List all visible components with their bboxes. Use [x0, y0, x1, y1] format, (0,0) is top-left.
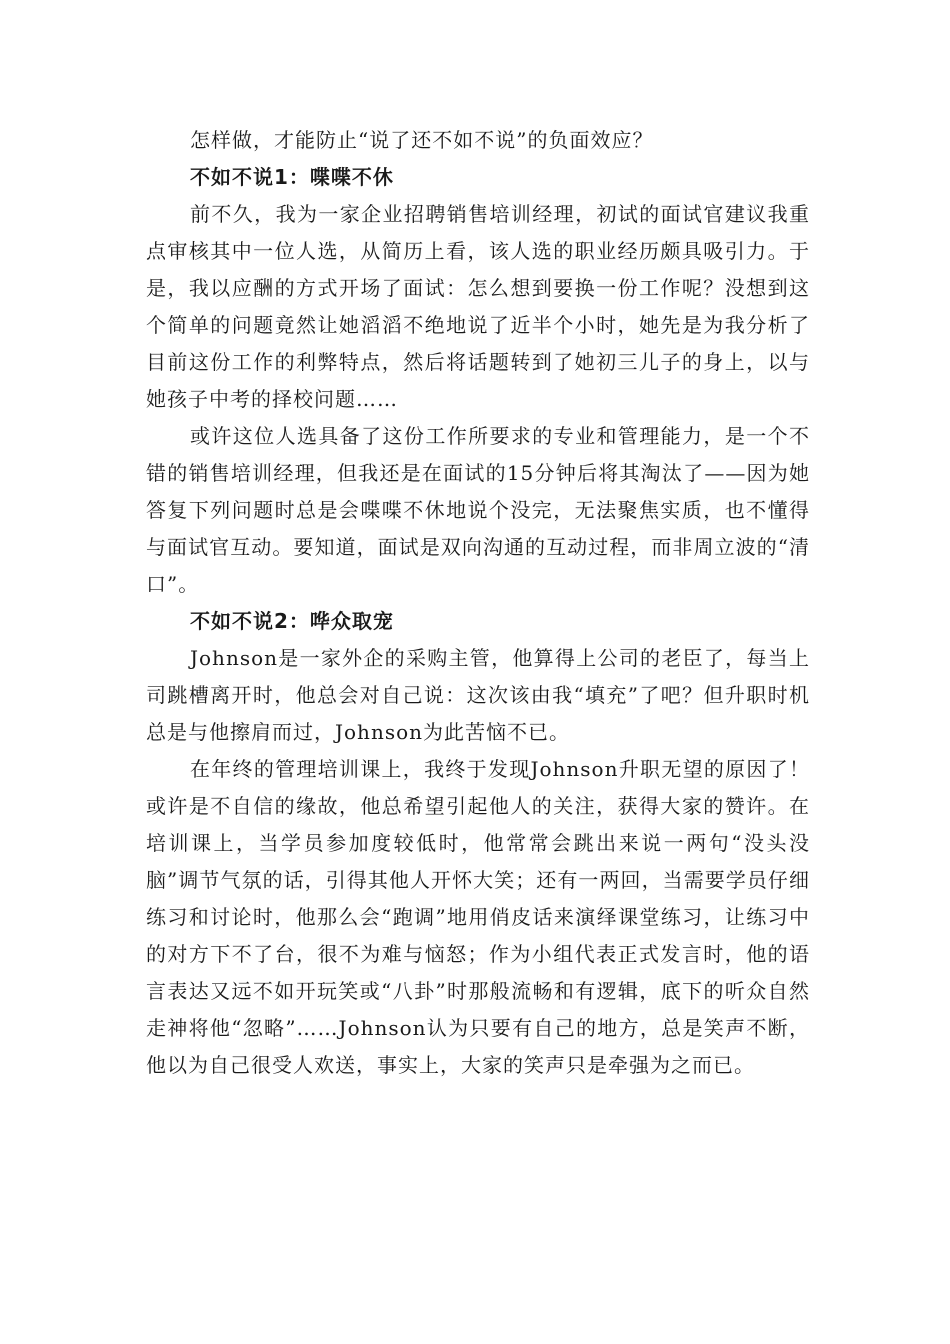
section-1-paragraph-2: 或许这位人选具备了这份工作所要求的专业和管理能力，是一个不错的销售培训经理，但我还是在面试的15分钟后将其淘汰了——因为她答复下列问题时总是会喋喋不休地说个没完，无法聚焦实质，也不懂得与面试官互动。要知道，面试是双向沟通的互动过程，而非周立波的“清口”。 — [146, 424, 810, 596]
section-1-heading: 不如不说1：喋喋不休 — [190, 165, 394, 189]
document-body — [146, 122, 810, 1084]
section-2-paragraph-1: Johnson是一家外企的采购主管，他算得上公司的老臣了，每当上司跳槽离开时，他总会对自己说：这次该由我“填充”了吧？但升职时机总是与他擦肩而过，Johnson为此苦恼不已。 — [146, 646, 810, 744]
section-2-paragraph-2: 在年终的管理培训课上，我终于发现Johnson升职无望的原因了！或许是不自信的缘故，他总希望引起他人的关注，获得大家的赞许。在培训课上，当学员参加度较低时，他常常会跳出来说一两句“没头没脑”调节气氛的话，引得其他人开怀大笑；还有一两回，当需要学员仔细练习和讨论时，他那么会“跑调”地用俏皮话来演绎课堂练习，让练习中的对方下不了台，很不为难与恼怒；作为小组代表正式发言时，他的语言表达又远不如开玩笑或“八卦”时那般流畅和有逻辑，底下的听众自然走神将他“忽略”……Johnson认为只要有自己的地方，总是笑声不断，他以为自己很受人欢送，事实上，大家的笑声只是牵强为之而已。 — [146, 757, 810, 1077]
section-2-heading: 不如不说2：哗众取宠 — [190, 609, 394, 633]
intro-paragraph: 怎样做，才能防止“说了还不如不说”的负面效应？ — [190, 128, 654, 152]
section-1-paragraph-1: 前不久，我为一家企业招聘销售培训经理，初试的面试官建议我重点审核其中一位人选，从简历上看，该人选的职业经历颇具吸引力。于是，我以应酬的方式开场了面试：怎么想到要换一份工作呢？没想到这个简单的问题竟然让她滔滔不绝地说了近半个小时，她先是为我分析了目前这份工作的利弊特点，然后将话题转到了她初三儿子的身上，以与她孩子中考的择校问题…… — [146, 202, 810, 411]
